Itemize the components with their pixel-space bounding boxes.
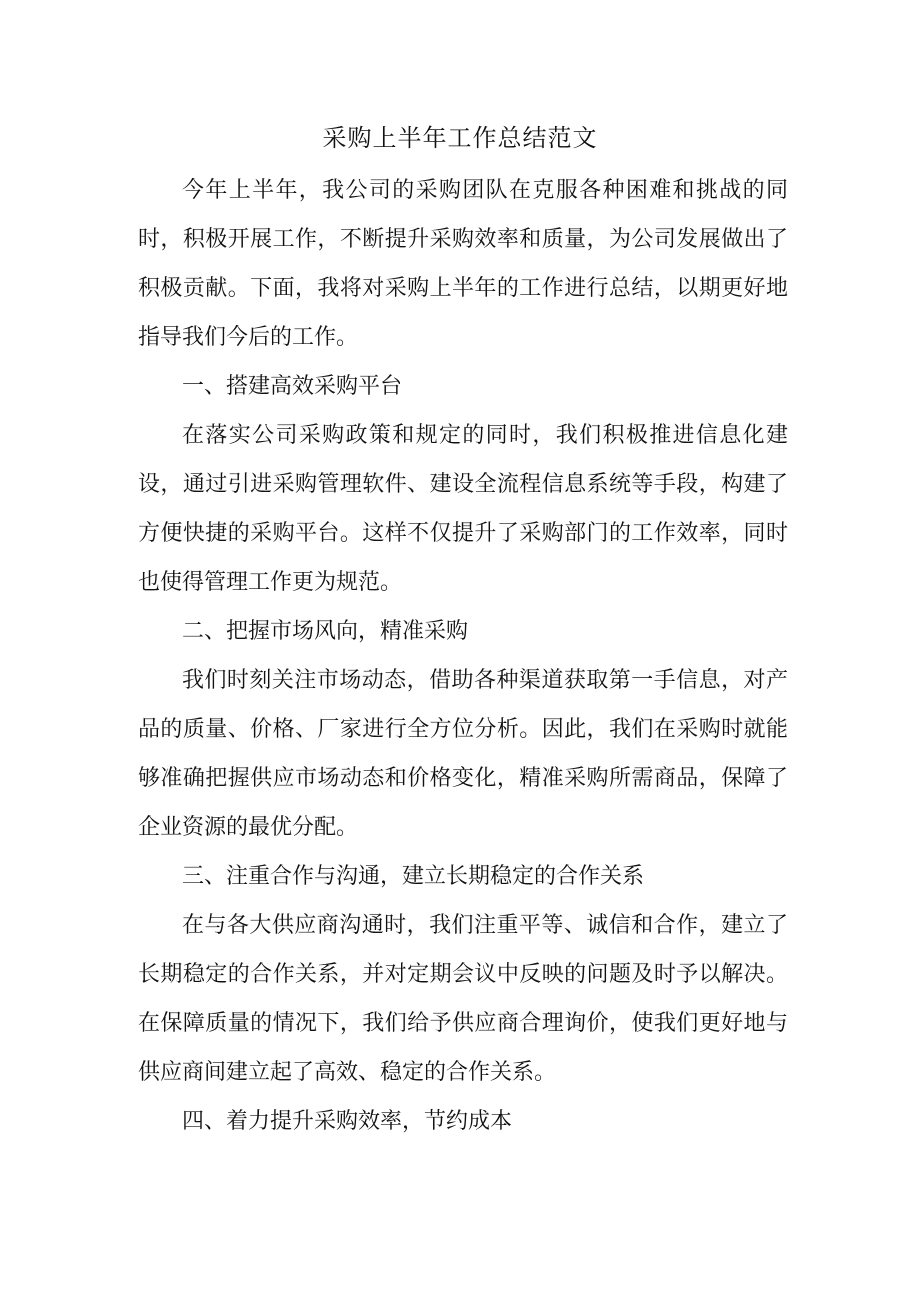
- section-2-paragraph: 我们时刻关注市场动态，借助各种渠道获取第一手信息，对产品的质量、价格、厂家进行全方位分析。因此，我们在采购时就能够准确把握供应市场动态和价格变化，精准采购所需商品，保障了企业资源的最优分配。: [138, 668, 788, 840]
- intro-paragraph: 今年上半年，我公司的采购团队在克服各种困难和挑战的同时，积极开展工作，不断提升采购效率和质量，为公司发展做出了积极贡献。下面，我将对采购上半年的工作进行总结，以期更好地指导我们今后的工作。: [138, 178, 788, 350]
- section-heading-4: 四、着力提升采购效率，节约成本: [182, 1109, 513, 1134]
- section-heading-2: 二、把握市场风向，精准采购: [182, 619, 469, 644]
- document-title: 采购上半年工作总结范文: [322, 124, 598, 152]
- section-heading-1: 一、搭建高效采购平台: [182, 374, 403, 399]
- section-1-paragraph: 在落实公司采购政策和规定的同时，我们积极推进信息化建设，通过引进采购管理软件、建设全流程信息系统等手段，构建了方便快捷的采购平台。这样不仅提升了采购部门的工作效率，同时也使得管理工作更为规范。: [138, 423, 788, 595]
- section-heading-3: 三、注重合作与沟通，建立长期稳定的合作关系: [182, 864, 645, 889]
- section-3-paragraph: 在与各大供应商沟通时，我们注重平等、诚信和合作，建立了长期稳定的合作关系，并对定期会议中反映的问题及时予以解决。在保障质量的情况下，我们给予供应商合理询价，使我们更好地与供应商间建立起了高效、稳定的合作关系。: [138, 913, 788, 1085]
- document-body: [138, 166, 788, 1146]
